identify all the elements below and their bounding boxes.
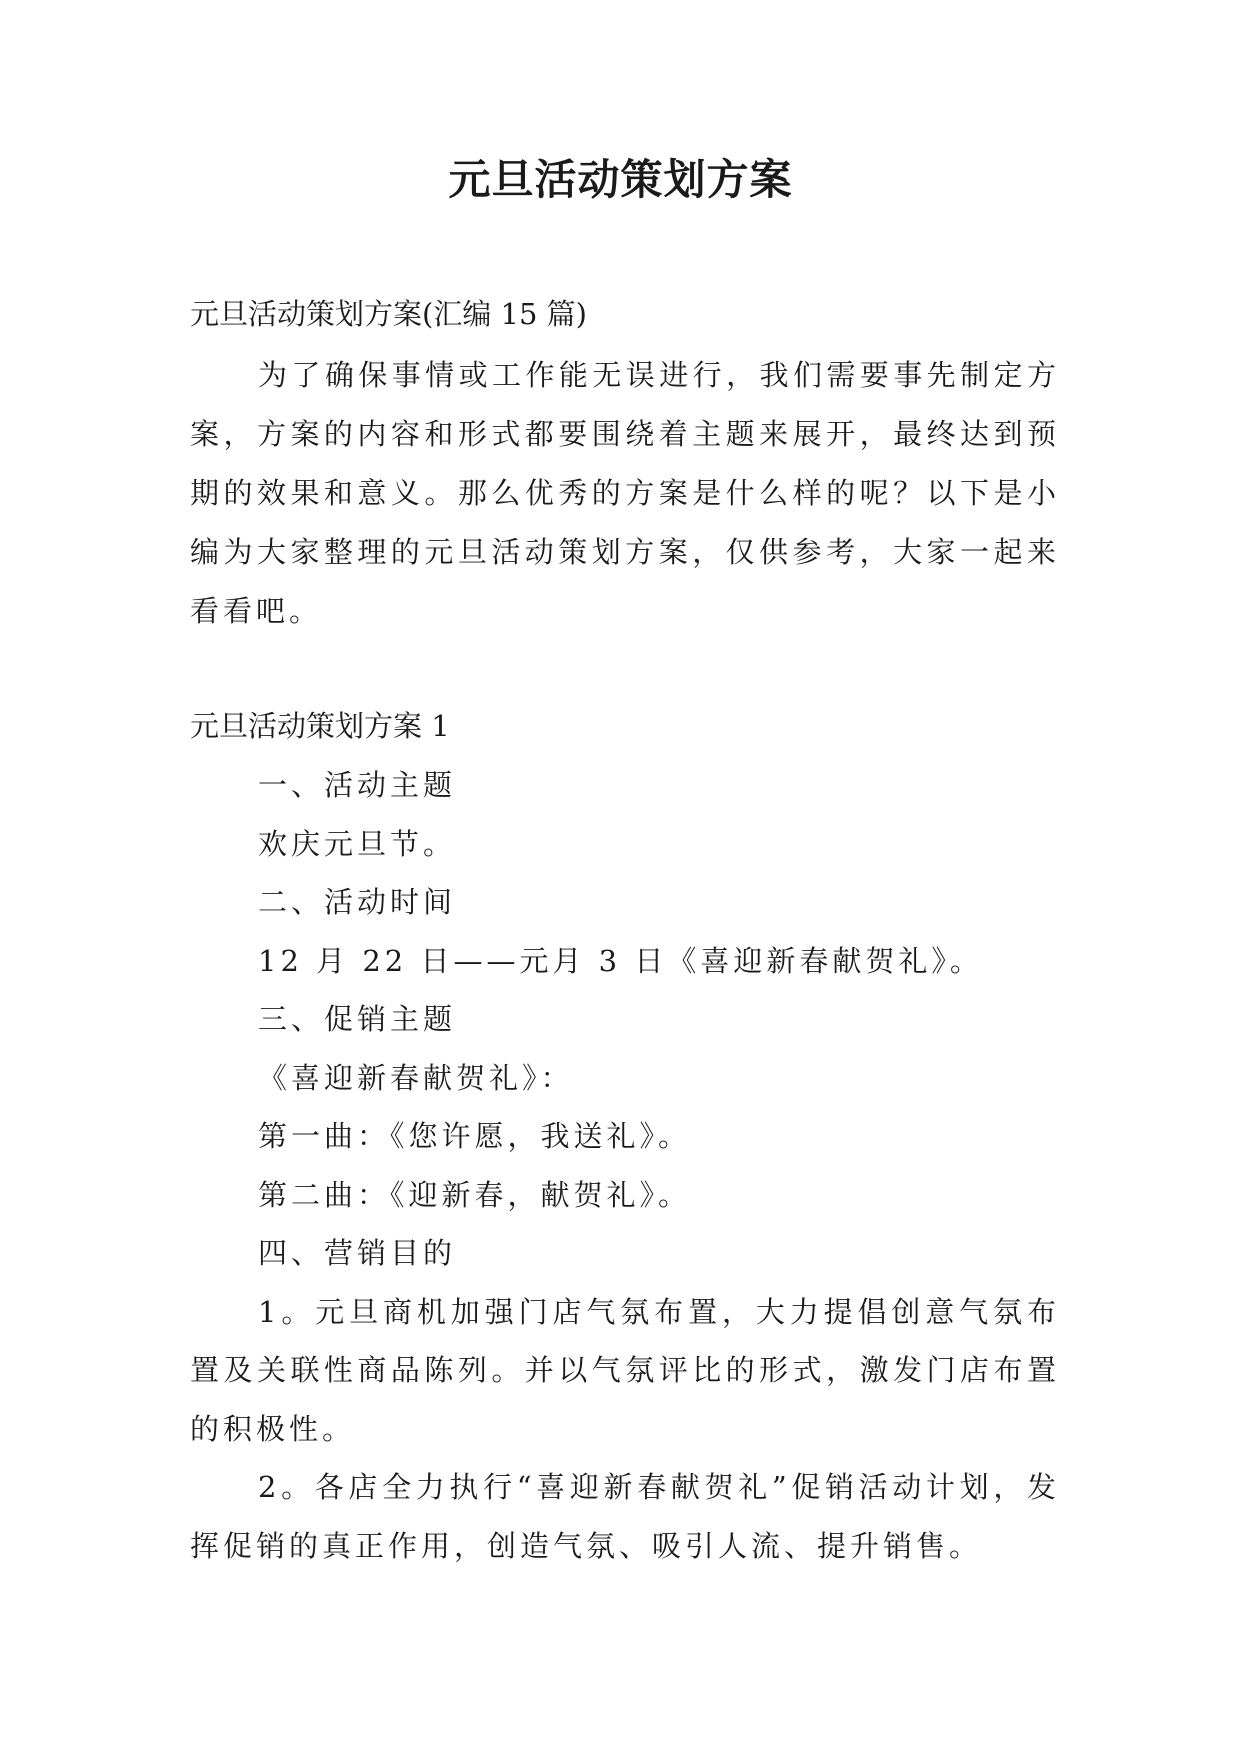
heading-theme: 一、活动主题 — [258, 768, 457, 802]
section-title: 元旦活动策划方案 1 — [190, 709, 450, 743]
promo-part-one: 第一曲：《您许愿，我送礼》。 — [258, 1119, 692, 1153]
heading-promo-theme: 三、促销主题 — [258, 1002, 457, 1036]
goal-paragraph-2: 2。各店全力执行“喜迎新春献贺礼”促销活动计划，发挥促销的真正作用，创造气氛、吸引人流、提升销售。 — [190, 1470, 1060, 1563]
document-title: 元旦活动策划方案 — [448, 155, 793, 204]
time-text: 12 月 22 日——元月 3 日《喜迎新春献贺礼》。 — [258, 943, 983, 978]
section-body — [190, 756, 1060, 1575]
heading-marketing-goal: 四、营销目的 — [258, 1236, 457, 1270]
document-subtitle: 元旦活动策划方案(汇编 15 篇) — [190, 297, 587, 331]
goal-paragraph-1: 1。元旦商机加强门店气氛布置，大力提倡创意气氛布置及关联性商品陈列。并以气氛评比的形式，激发门店布置的积极性。 — [190, 1294, 1060, 1446]
promo-theme-text: 《喜迎新春献贺礼》： — [258, 1060, 574, 1095]
promo-part-two: 第二曲：《迎新春，献贺礼》。 — [258, 1177, 692, 1212]
heading-time: 二、活动时间 — [258, 885, 457, 919]
theme-text: 欢庆元旦节。 — [258, 826, 457, 861]
intro-paragraph: 为了确保事情或工作能无误进行，我们需要事先制定方案，方案的内容和形式都要围绕着主题来展开，最终达到预期的效果和意义。那么优秀的方案是什么样的呢？以下是小编为大家整理的元旦活动策划方案，仅供参考，大家一起来看看吧。 — [190, 358, 1060, 628]
